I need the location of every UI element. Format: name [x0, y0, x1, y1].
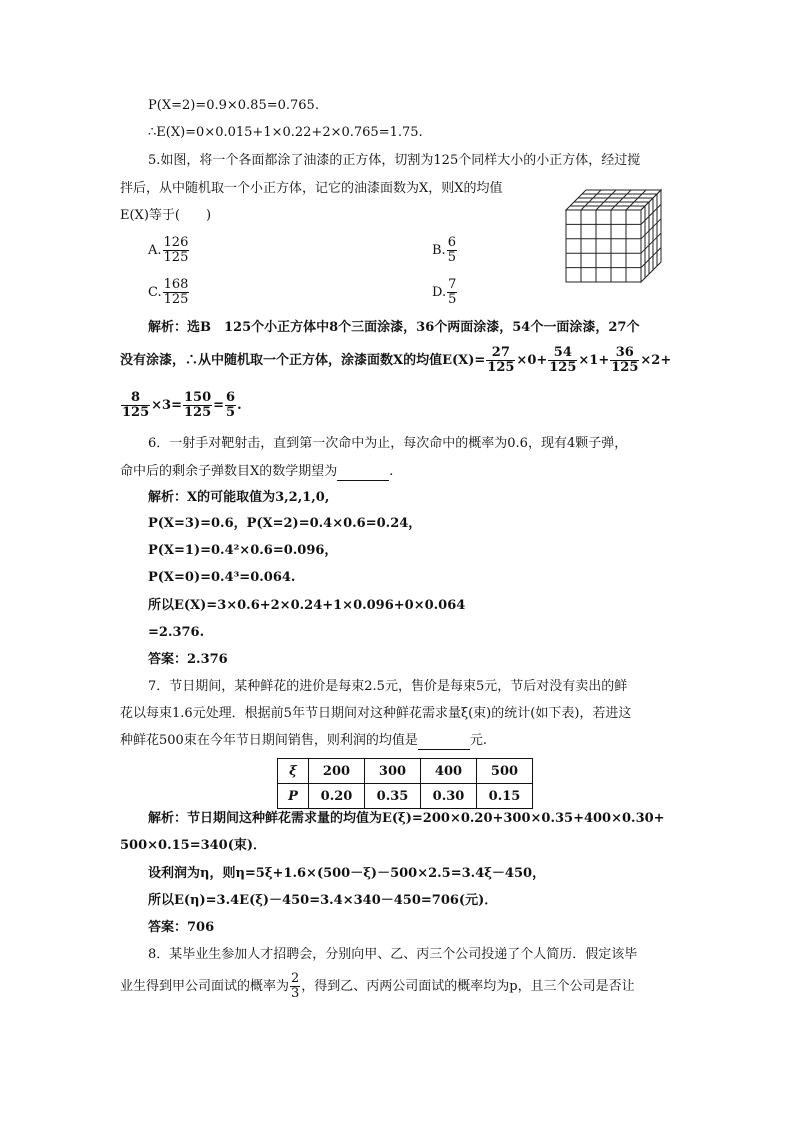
- answer-7-label: 答案：706: [148, 920, 215, 935]
- answer-7-text: 500×0.15=340(束)．: [120, 838, 267, 853]
- question-6-text: 命中后的剩余子弹数目X的数学期望为 .: [120, 464, 394, 479]
- table-cell: 0.20: [309, 784, 365, 809]
- table-cell: 0.35: [365, 784, 421, 809]
- answer-blank: [418, 733, 470, 750]
- table-header-cell: P: [278, 784, 309, 809]
- question-5-text: E(X)等于( ): [120, 208, 212, 223]
- text-line: P(X=2)=0.9×0.85=0.765.: [148, 98, 319, 113]
- answer-7-text: 设利润为η，则η=5ξ+1.6×(500－ξ)－500×2.5=3.4ξ－450，: [148, 866, 546, 881]
- answer-5-text: $\frac{8}{125}$ ×3= $\frac{150}{125}$ = $\frac{6}{5}$ .: [122, 390, 242, 420]
- option-b: B. $\frac{6}{5}$: [432, 235, 456, 265]
- answer-blank: [337, 464, 389, 481]
- answer-6-text: =2.376.: [148, 625, 205, 640]
- question-6-text: 6．一射手对靶射击，直到第一次命中为止，每次命中的概率为0.6，现有4颗子弹，: [148, 436, 628, 451]
- answer-6-text: 所以E(X)=3×0.6+2×0.24+1×0.096+0×0.064: [148, 598, 466, 613]
- table-row: [278, 784, 533, 809]
- answer-6-label: 答案：2.376: [148, 652, 228, 667]
- answer-6-text: P(X=3)=0.6，P(X=2)=0.4×0.6=0.24，: [148, 516, 422, 531]
- question-7-text: 7．节日期间，某种鲜花的进价是每束2.5元，售价是每束5元，节后对没有卖出的鲜: [148, 679, 628, 694]
- option-c: C. $\frac{168}{125}$: [148, 277, 189, 307]
- question-7-text: 种鲜花500束在今年节日期间销售，则利润的均值是 元.: [120, 733, 487, 748]
- answer-7-text: 所以E(η)=3.4E(ξ)－450=3.4×340－450=706(元)．: [148, 893, 498, 908]
- answer-5-text: 没有涂漆，∴从中随机取一个正方体，涂漆面数X的均值E(X)= $\frac{27}{125}$ ×0+ $\frac{54}{125}$ ×1+ $\frac{36}{125}$ ×2+: [120, 345, 672, 375]
- answer-5-text: 解析：选B 125个小正方体中8个三面涂漆，36个两面涂漆，54个一面涂漆，27个: [148, 320, 640, 335]
- table-header-cell: ξ: [278, 759, 309, 784]
- table-cell: 500: [477, 759, 533, 784]
- table-cell: 0.15: [477, 784, 533, 809]
- answer-6-text: P(X=0)=0.4³=0.064.: [148, 570, 296, 585]
- answer-7-text: 解析：节日期间这种鲜花需求量的均值为E(ξ)=200×0.20+300×0.35+400×0.30+: [148, 811, 665, 826]
- table-cell: 0.30: [421, 784, 477, 809]
- answer-6-text: 解析：X的可能取值为3,2,1,0,: [148, 490, 330, 505]
- question-8-text: 8．某毕业生参加人才招聘会，分别向甲、乙、丙三个公司投递了个人简历．假定该毕: [148, 947, 638, 962]
- answer-6-text: P(X=1)=0.4²×0.6=0.096，: [148, 543, 338, 558]
- option-d: D. $\frac{7}{5}$: [432, 277, 457, 307]
- table-cell: 400: [421, 759, 477, 784]
- table-cell: 300: [365, 759, 421, 784]
- question-5-text: 5.如图，将一个各面都涂了油漆的正方体，切割为125个同样大小的小正方体，经过搅: [148, 153, 641, 168]
- cube-figure: [563, 188, 665, 288]
- demand-table: [277, 758, 533, 809]
- option-a: A. $\frac{126}{125}$: [148, 235, 189, 265]
- table-cell: 200: [309, 759, 365, 784]
- question-5-text: 拌后，从中随机取一个小正方体，记它的油漆面数为X，则X的均值: [120, 181, 503, 196]
- question-8-text: 业生得到甲公司面试的概率为 $\frac{2}{3}$ ，得到乙、丙两公司面试的概率均为p，且三个公司是否让: [120, 971, 635, 1001]
- table-row: [278, 759, 533, 784]
- text-line: ∴E(X)=0×0.015+1×0.22+2×0.765=1.75.: [148, 125, 423, 140]
- question-7-text: 花以每束1.6元处理．根据前5年节日期间对这种鲜花需求量ξ(束)的统计(如下表)，若进这: [120, 706, 632, 721]
